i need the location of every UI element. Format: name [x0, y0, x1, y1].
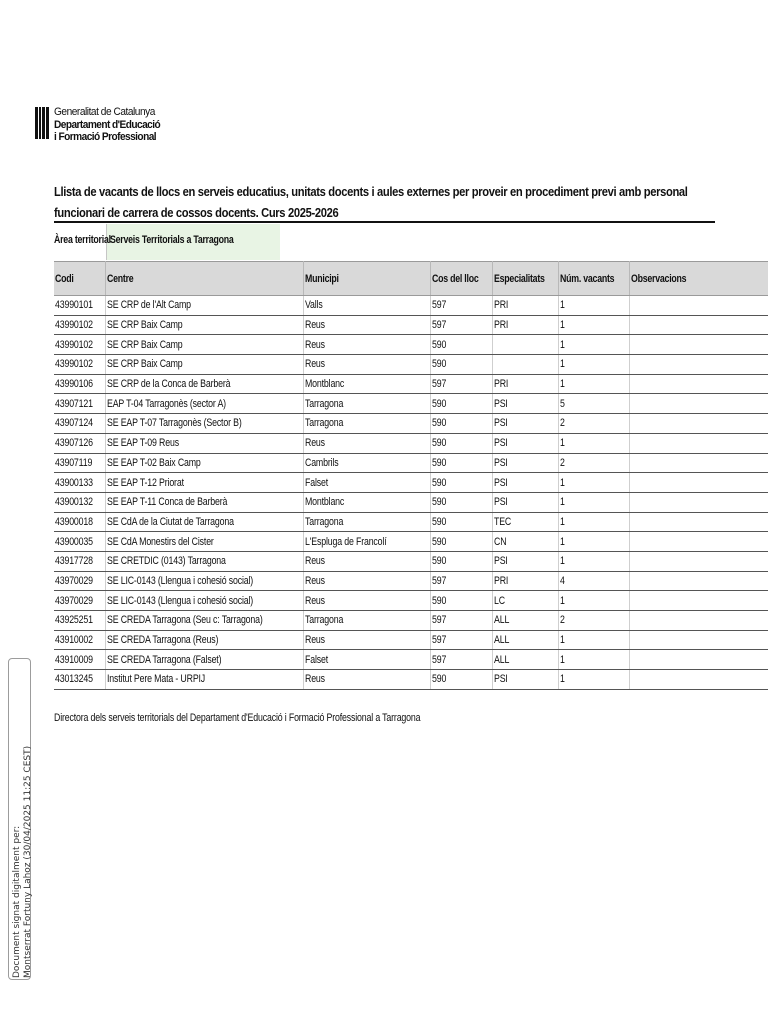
- cell-especialitats: PSI: [492, 473, 558, 493]
- cell-centre: SE CREDA Tarragona (Reus): [106, 630, 304, 650]
- cell-centre: SE CRP Baix Camp: [106, 315, 304, 335]
- logo-text: [54, 106, 160, 144]
- table-row: [54, 630, 768, 650]
- cell-centre: SE CREDA Tarragona (Seu c: Tarragona): [106, 611, 304, 631]
- table-row: [54, 374, 768, 394]
- cell-observacions: [629, 374, 768, 394]
- cell-num-vacants: 1: [559, 532, 630, 552]
- cell-especialitats: PRI: [492, 571, 558, 591]
- cell-codi: 43990102: [54, 315, 106, 335]
- cell-especialitats: [492, 355, 558, 375]
- title-divider: [54, 221, 715, 223]
- cell-especialitats: PSI: [492, 414, 558, 434]
- cell-codi: 43990102: [54, 355, 106, 375]
- cell-cos-del-lloc: 590: [430, 355, 492, 375]
- cell-cos-del-lloc: 590: [430, 394, 492, 414]
- cell-municipi: Reus: [303, 571, 430, 591]
- table-row: [54, 315, 768, 335]
- table-row: [54, 355, 768, 375]
- cell-num-vacants: 1: [559, 551, 630, 571]
- cell-municipi: Reus: [303, 335, 430, 355]
- cell-codi: 43917728: [54, 551, 106, 571]
- cell-municipi: Valls: [303, 296, 430, 316]
- logo-line-1: Generalitat de Catalunya: [54, 106, 155, 118]
- cell-centre: SE EAP T-12 Priorat: [106, 473, 304, 493]
- cell-especialitats: PSI: [492, 551, 558, 571]
- generalitat-logo: [35, 106, 169, 144]
- cell-centre: SE CRP Baix Camp: [106, 335, 304, 355]
- area-territorial-label: Àrea territorial: [54, 234, 111, 246]
- cell-especialitats: ALL: [492, 650, 558, 670]
- cell-observacions: [629, 433, 768, 453]
- cell-cos-del-lloc: 597: [430, 315, 492, 335]
- cell-centre: SE EAP T-07 Tarragonès (Sector B): [106, 414, 304, 434]
- cell-codi: 43900133: [54, 473, 106, 493]
- logo-line-3: i Formació Professional: [54, 131, 157, 143]
- cell-centre: Institut Pere Mata - URPIJ: [106, 670, 304, 690]
- signatory-note: Directora dels serveis territorials del Departament d'Educació i Formació Professional a Tarragona: [54, 712, 421, 724]
- col-header-cos-del-lloc: Cos del lloc: [430, 262, 492, 296]
- cell-observacions: [629, 296, 768, 316]
- cell-centre: SE CRP de la Conca de Barberà: [106, 374, 304, 394]
- cell-num-vacants: 1: [559, 591, 630, 611]
- cell-especialitats: PSI: [492, 394, 558, 414]
- cell-num-vacants: 1: [559, 512, 630, 532]
- cell-observacions: [629, 492, 768, 512]
- table-row: [54, 296, 768, 316]
- cell-cos-del-lloc: 590: [430, 492, 492, 512]
- cell-num-vacants: 1: [559, 335, 630, 355]
- cell-cos-del-lloc: 597: [430, 296, 492, 316]
- cell-centre: EAP T-04 Tarragonès (sector A): [106, 394, 304, 414]
- cell-codi: 43900018: [54, 512, 106, 532]
- cell-observacions: [629, 670, 768, 690]
- cell-centre: SE LIC-0143 (Llengua i cohesió social): [106, 591, 304, 611]
- cell-num-vacants: 1: [559, 374, 630, 394]
- cell-especialitats: PRI: [492, 374, 558, 394]
- cell-cos-del-lloc: 597: [430, 630, 492, 650]
- digital-signature-stamp: [12, 746, 34, 978]
- table-row: [54, 473, 768, 493]
- cell-cos-del-lloc: 590: [430, 335, 492, 355]
- cell-codi: 43900035: [54, 532, 106, 552]
- cell-municipi: L'Espluga de Francolí: [303, 532, 430, 552]
- cell-especialitats: PRI: [492, 315, 558, 335]
- cell-municipi: Falset: [303, 650, 430, 670]
- cell-num-vacants: 2: [559, 611, 630, 631]
- cell-observacions: [629, 355, 768, 375]
- cell-num-vacants: 1: [559, 473, 630, 493]
- cell-num-vacants: 1: [559, 433, 630, 453]
- cell-observacions: [629, 650, 768, 670]
- table-row: [54, 670, 768, 690]
- signature-line-2: Montserrat Fortuny Lahoz (30/04/2025 11:25 CEST): [23, 745, 33, 978]
- cell-municipi: Tarragona: [303, 414, 430, 434]
- cell-codi: 43907126: [54, 433, 106, 453]
- cell-observacions: [629, 571, 768, 591]
- cell-especialitats: LC: [492, 591, 558, 611]
- generalitat-emblem-icon: [35, 107, 49, 139]
- cell-cos-del-lloc: 590: [430, 670, 492, 690]
- cell-centre: SE CREDA Tarragona (Falset): [106, 650, 304, 670]
- cell-cos-del-lloc: 597: [430, 611, 492, 631]
- cell-observacions: [629, 630, 768, 650]
- cell-municipi: Reus: [303, 591, 430, 611]
- cell-cos-del-lloc: 590: [430, 473, 492, 493]
- cell-especialitats: PSI: [492, 453, 558, 473]
- cell-especialitats: PRI: [492, 296, 558, 316]
- cell-observacions: [629, 473, 768, 493]
- cell-observacions: [629, 551, 768, 571]
- cell-codi: 43970029: [54, 591, 106, 611]
- cell-codi: 43907119: [54, 453, 106, 473]
- cell-municipi: Falset: [303, 473, 430, 493]
- cell-codi: 43013245: [54, 670, 106, 690]
- cell-observacions: [629, 453, 768, 473]
- cell-codi: 43990106: [54, 374, 106, 394]
- cell-observacions: [629, 315, 768, 335]
- cell-municipi: Tarragona: [303, 512, 430, 532]
- cell-observacions: [629, 591, 768, 611]
- cell-codi: 43907121: [54, 394, 106, 414]
- cell-cos-del-lloc: 597: [430, 650, 492, 670]
- cell-observacions: [629, 414, 768, 434]
- cell-codi: 43925251: [54, 611, 106, 631]
- cell-centre: SE CdA Monestirs del Cister: [106, 532, 304, 552]
- col-header-especialitats: Especialitats: [492, 262, 558, 296]
- document-title: Llista de vacants de llocs en serveis educatius, unitats docents i aules externes per proveir en procediment previ amb personal funcionari de carrera de cossos docents. Curs 2025-2026: [54, 184, 688, 220]
- cell-municipi: Reus: [303, 433, 430, 453]
- cell-centre: SE CRETDIC (0143) Tarragona: [106, 551, 304, 571]
- table-row: [54, 433, 768, 453]
- cell-cos-del-lloc: 597: [430, 571, 492, 591]
- area-territorial-value: Serveis Territorials a Tarragona: [106, 224, 280, 260]
- cell-municipi: Reus: [303, 551, 430, 571]
- cell-codi: 43900132: [54, 492, 106, 512]
- cell-observacions: [629, 335, 768, 355]
- col-header-centre: Centre: [106, 262, 304, 296]
- area-territorial-row: [54, 224, 280, 260]
- cell-municipi: Reus: [303, 670, 430, 690]
- col-header-observacions: Observacions: [629, 262, 768, 296]
- table-header-row: [54, 262, 768, 296]
- cell-codi: 43907124: [54, 414, 106, 434]
- cell-municipi: Montblanc: [303, 374, 430, 394]
- cell-centre: SE EAP T-09 Reus: [106, 433, 304, 453]
- cell-especialitats: TEC: [492, 512, 558, 532]
- table-row: [54, 394, 768, 414]
- table-row: [54, 532, 768, 552]
- cell-num-vacants: 1: [559, 355, 630, 375]
- cell-num-vacants: 1: [559, 670, 630, 690]
- table-row: [54, 512, 768, 532]
- cell-especialitats: PSI: [492, 492, 558, 512]
- table-row: [54, 335, 768, 355]
- table-row: [54, 492, 768, 512]
- cell-centre: SE EAP T-11 Conca de Barberà: [106, 492, 304, 512]
- cell-codi: 43970029: [54, 571, 106, 591]
- cell-observacions: [629, 611, 768, 631]
- cell-observacions: [629, 512, 768, 532]
- cell-municipi: Cambrils: [303, 453, 430, 473]
- table-row: [54, 611, 768, 631]
- cell-cos-del-lloc: 590: [430, 414, 492, 434]
- cell-observacions: [629, 532, 768, 552]
- table-row: [54, 414, 768, 434]
- cell-municipi: Tarragona: [303, 394, 430, 414]
- cell-cos-del-lloc: 597: [430, 374, 492, 394]
- col-header-num-vacants: Núm. vacants: [559, 262, 630, 296]
- cell-codi: 43910002: [54, 630, 106, 650]
- table-row: [54, 453, 768, 473]
- cell-cos-del-lloc: 590: [430, 433, 492, 453]
- cell-num-vacants: 1: [559, 315, 630, 335]
- cell-centre: SE CRP Baix Camp: [106, 355, 304, 375]
- cell-cos-del-lloc: 590: [430, 551, 492, 571]
- cell-cos-del-lloc: 590: [430, 532, 492, 552]
- signature-line-1: Document signat digitalment per:: [12, 825, 22, 978]
- logo-line-2: Departament d'Educació: [54, 118, 161, 131]
- table-row: [54, 551, 768, 571]
- cell-num-vacants: 4: [559, 571, 630, 591]
- cell-num-vacants: 1: [559, 650, 630, 670]
- cell-especialitats: [492, 335, 558, 355]
- cell-especialitats: PSI: [492, 433, 558, 453]
- table-row: [54, 571, 768, 591]
- cell-centre: SE CRP de l'Alt Camp: [106, 296, 304, 316]
- cell-municipi: Tarragona: [303, 611, 430, 631]
- cell-num-vacants: 2: [559, 453, 630, 473]
- cell-num-vacants: 2: [559, 414, 630, 434]
- vacancies-table: [54, 261, 768, 690]
- table-body: [54, 296, 768, 690]
- cell-centre: SE LIC-0143 (Llengua i cohesió social): [106, 571, 304, 591]
- cell-centre: SE CdA de la Ciutat de Tarragona: [106, 512, 304, 532]
- col-header-municipi: Municipi: [303, 262, 430, 296]
- cell-cos-del-lloc: 590: [430, 512, 492, 532]
- cell-codi: 43990101: [54, 296, 106, 316]
- cell-cos-del-lloc: 590: [430, 453, 492, 473]
- table-row: [54, 650, 768, 670]
- cell-especialitats: ALL: [492, 630, 558, 650]
- cell-num-vacants: 1: [559, 630, 630, 650]
- cell-num-vacants: 5: [559, 394, 630, 414]
- table-row: [54, 591, 768, 611]
- cell-codi: 43990102: [54, 335, 106, 355]
- cell-municipi: Reus: [303, 315, 430, 335]
- cell-especialitats: ALL: [492, 611, 558, 631]
- cell-municipi: Reus: [303, 355, 430, 375]
- cell-municipi: Montblanc: [303, 492, 430, 512]
- cell-observacions: [629, 394, 768, 414]
- cell-especialitats: PSI: [492, 670, 558, 690]
- cell-num-vacants: 1: [559, 492, 630, 512]
- cell-num-vacants: 1: [559, 296, 630, 316]
- cell-centre: SE EAP T-02 Baix Camp: [106, 453, 304, 473]
- cell-especialitats: CN: [492, 532, 558, 552]
- cell-municipi: Reus: [303, 630, 430, 650]
- cell-cos-del-lloc: 590: [430, 591, 492, 611]
- cell-codi: 43910009: [54, 650, 106, 670]
- col-header-codi: Codi: [54, 262, 106, 296]
